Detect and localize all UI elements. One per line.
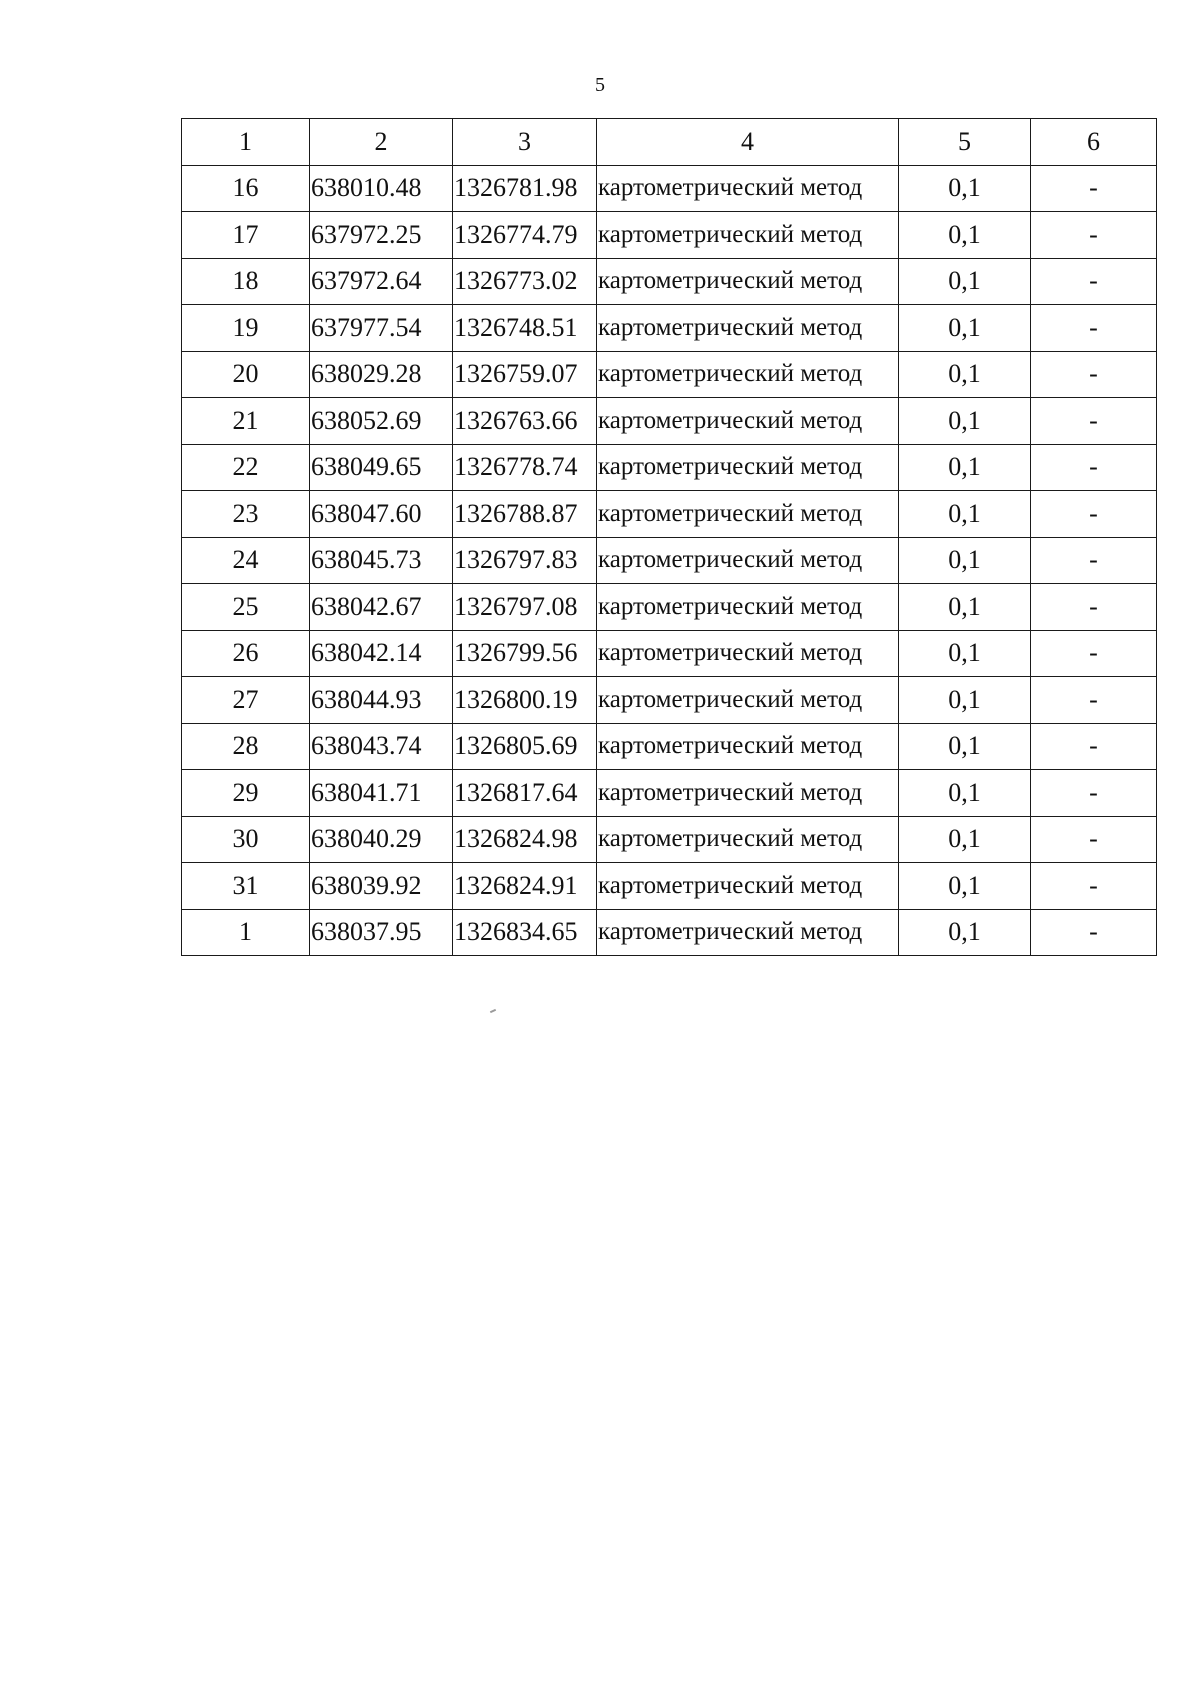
table-body	[182, 119, 1157, 956]
accuracy-cell: 0,1	[899, 677, 1031, 724]
table-row	[182, 909, 1157, 956]
x-coordinate-cell: 638037.95	[310, 909, 453, 956]
accuracy-cell: 0,1	[899, 351, 1031, 398]
method-cell: картометрический метод	[597, 909, 899, 956]
header-cell-1: 1	[182, 119, 310, 166]
accuracy-cell: 0,1	[899, 770, 1031, 817]
table-row	[182, 537, 1157, 584]
x-coordinate-cell: 637977.54	[310, 305, 453, 352]
x-coordinate-cell: 638040.29	[310, 816, 453, 863]
method-cell: картометрический метод	[597, 723, 899, 770]
description-cell: -	[1031, 816, 1157, 863]
y-coordinate-cell: 1326805.69	[453, 723, 597, 770]
header-cell-4: 4	[597, 119, 899, 166]
table-row	[182, 491, 1157, 538]
y-coordinate-cell: 1326799.56	[453, 630, 597, 677]
accuracy-cell: 0,1	[899, 258, 1031, 305]
table-header-row	[182, 119, 1157, 166]
table-row	[182, 305, 1157, 352]
method-cell: картометрический метод	[597, 305, 899, 352]
description-cell: -	[1031, 491, 1157, 538]
point-number-cell: 30	[182, 816, 310, 863]
x-coordinate-cell: 638044.93	[310, 677, 453, 724]
accuracy-cell: 0,1	[899, 398, 1031, 445]
method-cell: картометрический метод	[597, 165, 899, 212]
table-row	[182, 398, 1157, 445]
y-coordinate-cell: 1326774.79	[453, 212, 597, 259]
point-number-cell: 24	[182, 537, 310, 584]
y-coordinate-cell: 1326773.02	[453, 258, 597, 305]
point-number-cell: 20	[182, 351, 310, 398]
coordinates-table	[181, 118, 1157, 956]
accuracy-cell: 0,1	[899, 816, 1031, 863]
page-number: 5	[595, 74, 605, 96]
method-cell: картометрический метод	[597, 444, 899, 491]
accuracy-cell: 0,1	[899, 723, 1031, 770]
accuracy-cell: 0,1	[899, 212, 1031, 259]
point-number-cell: 16	[182, 165, 310, 212]
point-number-cell: 1	[182, 909, 310, 956]
method-cell: картометрический метод	[597, 258, 899, 305]
y-coordinate-cell: 1326797.08	[453, 584, 597, 631]
method-cell: картометрический метод	[597, 398, 899, 445]
accuracy-cell: 0,1	[899, 305, 1031, 352]
accuracy-cell: 0,1	[899, 584, 1031, 631]
description-cell: -	[1031, 863, 1157, 910]
x-coordinate-cell: 638049.65	[310, 444, 453, 491]
x-coordinate-cell: 638043.74	[310, 723, 453, 770]
x-coordinate-cell: 638010.48	[310, 165, 453, 212]
y-coordinate-cell: 1326759.07	[453, 351, 597, 398]
accuracy-cell: 0,1	[899, 909, 1031, 956]
method-cell: картометрический метод	[597, 630, 899, 677]
method-cell: картометрический метод	[597, 212, 899, 259]
table-row	[182, 770, 1157, 817]
method-cell: картометрический метод	[597, 677, 899, 724]
x-coordinate-cell: 638045.73	[310, 537, 453, 584]
point-number-cell: 26	[182, 630, 310, 677]
x-coordinate-cell: 637972.64	[310, 258, 453, 305]
accuracy-cell: 0,1	[899, 444, 1031, 491]
description-cell: -	[1031, 770, 1157, 817]
table-row	[182, 444, 1157, 491]
accuracy-cell: 0,1	[899, 863, 1031, 910]
header-cell-3: 3	[453, 119, 597, 166]
description-cell: -	[1031, 630, 1157, 677]
header-cell-6: 6	[1031, 119, 1157, 166]
table-row	[182, 677, 1157, 724]
point-number-cell: 21	[182, 398, 310, 445]
table-row	[182, 351, 1157, 398]
accuracy-cell: 0,1	[899, 537, 1031, 584]
scan-speck	[490, 1009, 496, 1013]
header-cell-5: 5	[899, 119, 1031, 166]
x-coordinate-cell: 638052.69	[310, 398, 453, 445]
x-coordinate-cell: 637972.25	[310, 212, 453, 259]
x-coordinate-cell: 638041.71	[310, 770, 453, 817]
point-number-cell: 23	[182, 491, 310, 538]
y-coordinate-cell: 1326763.66	[453, 398, 597, 445]
point-number-cell: 22	[182, 444, 310, 491]
x-coordinate-cell: 638029.28	[310, 351, 453, 398]
x-coordinate-cell: 638039.92	[310, 863, 453, 910]
description-cell: -	[1031, 398, 1157, 445]
method-cell: картометрический метод	[597, 491, 899, 538]
description-cell: -	[1031, 165, 1157, 212]
description-cell: -	[1031, 584, 1157, 631]
y-coordinate-cell: 1326797.83	[453, 537, 597, 584]
accuracy-cell: 0,1	[899, 630, 1031, 677]
y-coordinate-cell: 1326817.64	[453, 770, 597, 817]
y-coordinate-cell: 1326778.74	[453, 444, 597, 491]
description-cell: -	[1031, 444, 1157, 491]
method-cell: картометрический метод	[597, 816, 899, 863]
table-row	[182, 584, 1157, 631]
y-coordinate-cell: 1326834.65	[453, 909, 597, 956]
description-cell: -	[1031, 723, 1157, 770]
point-number-cell: 25	[182, 584, 310, 631]
method-cell: картометрический метод	[597, 770, 899, 817]
table-row	[182, 212, 1157, 259]
accuracy-cell: 0,1	[899, 491, 1031, 538]
table-row	[182, 630, 1157, 677]
point-number-cell: 29	[182, 770, 310, 817]
method-cell: картометрический метод	[597, 537, 899, 584]
description-cell: -	[1031, 677, 1157, 724]
y-coordinate-cell: 1326781.98	[453, 165, 597, 212]
y-coordinate-cell: 1326824.98	[453, 816, 597, 863]
point-number-cell: 27	[182, 677, 310, 724]
table-row	[182, 863, 1157, 910]
description-cell: -	[1031, 305, 1157, 352]
method-cell: картометрический метод	[597, 584, 899, 631]
y-coordinate-cell: 1326748.51	[453, 305, 597, 352]
y-coordinate-cell: 1326824.91	[453, 863, 597, 910]
x-coordinate-cell: 638047.60	[310, 491, 453, 538]
description-cell: -	[1031, 212, 1157, 259]
description-cell: -	[1031, 909, 1157, 956]
x-coordinate-cell: 638042.67	[310, 584, 453, 631]
description-cell: -	[1031, 258, 1157, 305]
table-row	[182, 258, 1157, 305]
method-cell: картометрический метод	[597, 863, 899, 910]
method-cell: картометрический метод	[597, 351, 899, 398]
point-number-cell: 17	[182, 212, 310, 259]
point-number-cell: 31	[182, 863, 310, 910]
table-row	[182, 816, 1157, 863]
y-coordinate-cell: 1326800.19	[453, 677, 597, 724]
description-cell: -	[1031, 351, 1157, 398]
point-number-cell: 19	[182, 305, 310, 352]
header-cell-2: 2	[310, 119, 453, 166]
x-coordinate-cell: 638042.14	[310, 630, 453, 677]
point-number-cell: 28	[182, 723, 310, 770]
table-row	[182, 165, 1157, 212]
description-cell: -	[1031, 537, 1157, 584]
point-number-cell: 18	[182, 258, 310, 305]
y-coordinate-cell: 1326788.87	[453, 491, 597, 538]
table-row	[182, 723, 1157, 770]
accuracy-cell: 0,1	[899, 165, 1031, 212]
